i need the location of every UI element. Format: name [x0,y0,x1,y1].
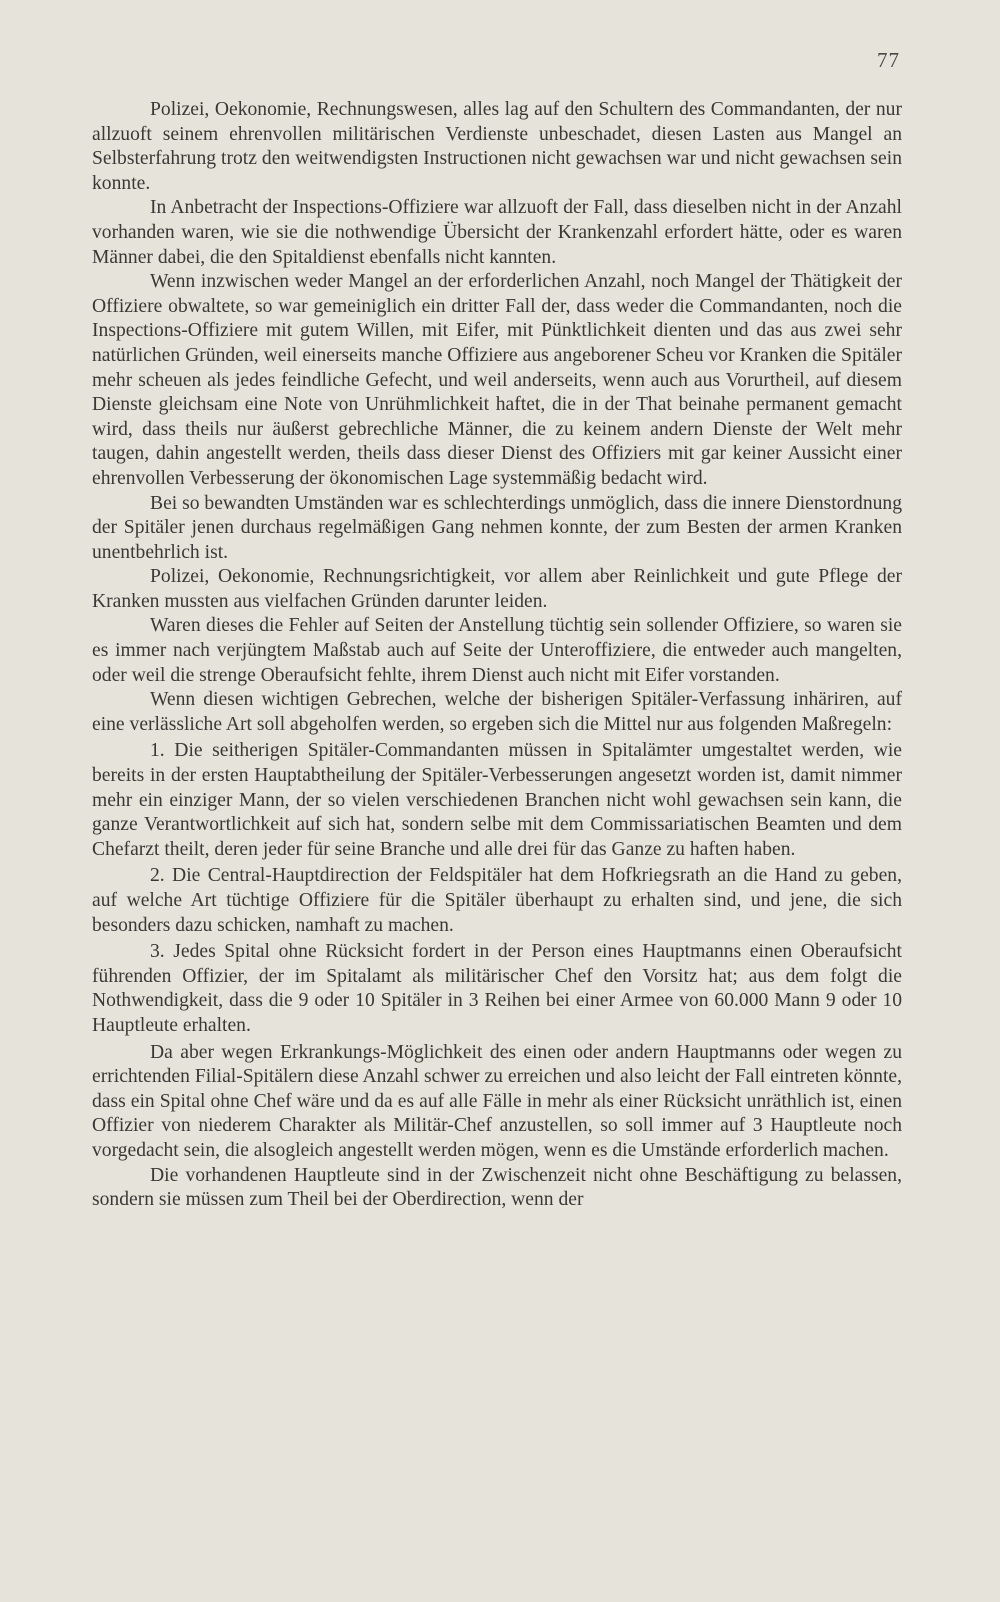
paragraph-2: In Anbetracht der Inspections-Offiziere war allzuoft der Fall, dass dieselben nicht in der Anzahl vorhanden waren, wie sie die nothwendige Übersicht der Krankenzahl erfordert hätte, oder es waren Männer dabei, die den Spitaldienst ebenfalls nicht kannten. [92,197,902,268]
paragraph-7: Wenn diesen wichtigen Gebrechen, welche der bisherigen Spitäler-Verfassung inhäriren, auf eine verlässliche Art soll abgeholfen werden, so ergeben sich die Mittel nur aus folgenden Maßregeln: [92,689,902,735]
paragraph-8: Da aber wegen Erkrankungs-Möglichkeit des einen oder andern Hauptmanns oder wegen zu errichtenden Filial-Spitälern diese Anzahl schwer zu erreichen und also leicht der Fall eintreten könnte, dass ein Spital ohne Chef wäre und da es auf alle Fälle in mehr als einer Rücksicht unräthlich ist, einen Offizier von niederem Charakter als Militär-Chef anzustellen, so soll immer auf 3 Hauptleute noch vorgedacht sein, die alsogleich angestellt werden mögen, wenn es die Umstände erforderlich machen. [92,1041,902,1161]
list-item-3: 3. Jedes Spital ohne Rücksicht fordert in der Person eines Hauptmanns einen Oberaufsicht führenden Offizier, der im Spitalamt als militärischer Chef den Vorsitz hat; aus dem folgt die Nothwendigkeit, dass die 9 oder 10 Spitäler in 3 Reihen bei einer Armee von 60.000 Mann 9 oder 10 Hauptleute erhalten. [92,941,902,1036]
list-item-2: 2. Die Central-Hauptdirection der Feldspitäler hat dem Hofkriegsrath an die Hand zu geben, auf welche Art tüchtige Offiziere für die Spitäler überhaupt zu erhalten sind, und jene, die sich besonders dazu schicken, namhaft zu machen. [92,865,902,936]
paragraph-4: Bei so bewandten Umständen war es schlechterdings unmöglich, dass die innere Dienstordnung der Spitäler jenen durchaus regelmäßigen Gang nehmen konnte, der zum Besten der armen Kranken unentbehrlich ist. [92,492,903,563]
page-number: 77 [877,48,900,72]
paragraph-3: Wenn inzwischen weder Mangel an der erforderlichen Anzahl, noch Mangel der Thätigkeit der Offiziere obwaltete, so war gemeiniglich ein dritter Fall der, dass weder die Commandanten, noch die Inspections-Offiziere mit gutem Willen, mit Eifer, mit Pünktlichkeit dienten und das aus zwei sehr natürlichen Gründen, weil einerseits manche Offiziere aus angeborener Scheu vor Kranken die Spitäler mehr scheuen als jedes feindliche Gefecht, und weil anderseits, wenn auch aus Vorurtheil, auf diesem Dienste gleichsam eine Note von Unrühmlichkeit haftet, die in der That beinahe permanent gemacht wird, dass theils nur äußerst gebrechliche Männer, die zu keinem andern Dienste der Welt mehr taugen, dahin angestellt werden, theils dass dieser Dienst des Offiziers mit gar keiner Aussicht einer ehrenvollen Verbesserung der ökonomischen Lage systemmäßig bedacht wird. [92,271,902,489]
paragraph-5: Polizei, Oekonomie, Rechnungsrichtigkeit, vor allem aber Reinlichkeit und gute Pflege der Kranken mussten aus vielfachen Gründen darunter leiden. [92,566,902,612]
paragraph-9: Die vorhandenen Hauptleute sind in der Zwischenzeit nicht ohne Beschäftigung zu belassen, sondern sie müssen zum Theil bei der Oberdirection, wenn der [92,1164,902,1211]
body-text [92,98,902,1213]
list-item-1: 1. Die seitherigen Spitäler-Commandanten müssen in Spitalämter umgestaltet werden, wie bereits in der ersten Hauptabtheilung der Spitäler-Verbesserungen angesetzt worden ist, damit nimmer mehr ein einziger Mann, der so vielen verschiedenen Branchen nicht wohl gewachsen sein kann, die ganze Verantwortlichkeit auf sich hat, sondern selbe mit dem Commissariatischen Beamten und dem Chefarzt theilt, deren jeder für seine Branche und alle drei für das Ganze zu haften haben. [92,740,902,860]
paragraph-6: Waren dieses die Fehler auf Seiten der Anstellung tüchtig sein sollender Offiziere, so waren sie es immer nach verjüngtem Maßstab auch auf Seite der Unteroffiziere, die entweder auch mangelten, oder weil die strenge Oberaufsicht fehlte, ihrem Dienst auch nicht mit Eifer vorstanden. [92,615,902,686]
paragraph-1: Polizei, Oekonomie, Rechnungswesen, alles lag auf den Schultern des Commandanten, der nur allzuoft seinem ehrenvollen militärischen Verdienste unbeschadet, diesen Lasten aus Mangel an Selbsterfahrung trotz den weitwendigsten Instructionen nicht gewachsen war und nicht gewachsen sein konnte. [92,99,902,194]
